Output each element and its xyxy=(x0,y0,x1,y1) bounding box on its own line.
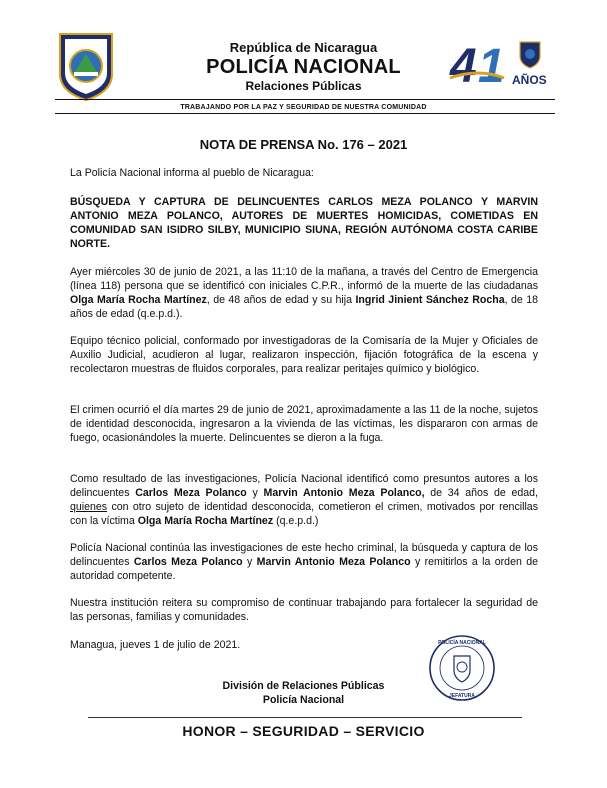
suspect-name: Marvin Antonio Meza Polanco xyxy=(256,556,411,568)
victim-name: Olga María Rocha Martínez xyxy=(70,294,207,306)
letterhead-department: Relaciones Públicas xyxy=(245,79,362,93)
text-run: y xyxy=(242,556,257,568)
paragraph-6: Nuestra institución reitera su compromiso de continuar trabajando para fortalecer la seguridad de las personas, familias y comunidades. xyxy=(70,597,538,623)
text-run: , de 18 años de edad (q.e.p.d.). xyxy=(70,294,538,320)
signature-block xyxy=(150,679,457,707)
paragraph-1 xyxy=(70,265,538,321)
press-note-title: NOTA DE PRENSA No. 176 – 2021 xyxy=(199,137,408,152)
text-run: de 34 años de edad, xyxy=(424,487,538,499)
seal-bottom-text: JEFATURA xyxy=(448,693,476,699)
footer-motto: HONOR – SEGURIDAD – SERVICIO xyxy=(182,723,425,739)
victim-name: Ingrid Jinient Sánchez Rocha xyxy=(355,294,505,306)
paragraph-4 xyxy=(70,472,538,528)
letterhead xyxy=(150,40,457,94)
text-run: y xyxy=(246,487,264,499)
policia-nacional-shield-logo xyxy=(56,30,116,102)
header-rule-bottom xyxy=(55,113,555,114)
text-run: (q.e.p.d.) xyxy=(273,515,319,527)
signature-division: División de Relaciones Públicas xyxy=(222,680,385,692)
victim-name: Olga María Rocha Martínez xyxy=(137,515,274,527)
seal-top-text: POLICÍA NACIONAL xyxy=(438,640,486,646)
text-run: Policía Nacional continúa las investigaciones de este hecho criminal, la búsqueda y captura de los delincuentes xyxy=(70,542,538,568)
text-run: Ayer miércoles 30 de junio de 2021, a las 11:10 de la mañana, a través del Centro de Emergencia (línea 118) persona que se identificó con iniciales C.P.R., informó de la muerte de las ciudadanas xyxy=(70,266,538,292)
text-run: , de 48 años de edad y su hija xyxy=(206,294,356,306)
underlined-word: quienes xyxy=(70,501,108,513)
signature-institution: Policía Nacional xyxy=(262,694,345,706)
text-run: y remitirlos a la orden de autoridad competente. xyxy=(70,556,539,582)
motto: TRABAJANDO POR LA PAZ Y SEGURIDAD DE NUESTRA COMUNIDAD xyxy=(180,104,427,111)
suspect-name: Carlos Meza Polanco xyxy=(135,487,247,499)
letterhead-country: República de Nicaragua xyxy=(229,40,378,55)
svg-text:AÑOS: AÑOS xyxy=(512,73,547,87)
jefatura-seal-icon xyxy=(428,634,496,702)
svg-text:4: 4 xyxy=(450,40,477,88)
svg-text:1: 1 xyxy=(478,40,505,88)
footer-rule xyxy=(88,717,522,718)
anniversary-41-logo xyxy=(448,38,548,88)
text-run: con otro sujeto de identidad desconocida, cometieron el crimen, motivados por rencillas con la víctima xyxy=(70,501,538,527)
letterhead-institution: POLICÍA NACIONAL xyxy=(206,56,401,78)
paragraph-3: El crimen ocurrió el día martes 29 de junio de 2021, aproximadamente a las 11 de la noche, sujetos de identidad desconocida, ingresaron a la vivienda de las víctimas, les dispararon con armas de fuego, ocasionándoles la muerte. Delincuentes se dieron a la fuga. xyxy=(70,404,538,444)
paragraph-5 xyxy=(70,541,538,583)
suspect-name: Carlos Meza Polanco xyxy=(133,556,243,568)
intro-paragraph: La Policía Nacional informa al pueblo de Nicaragua: xyxy=(70,167,314,179)
headline-paragraph: BÚSQUEDA Y CAPTURA DE DELINCUENTES CARLOS MEZA POLANCO Y MARVIN ANTONIO MEZA POLANCO, AUTORES DE MUERTES HOMICIDAS, COMETIDAS EN COMUNIDAD SAN ISIDRO SILBY, MUNICIPIO SIUNA, REGIÓN AUTÓNOMA COSTA CARIBE NORTE. xyxy=(70,196,538,250)
paragraph-2: Equipo técnico policial, conformado por investigadoras de la Comisaría de la Mujer y Oficiales de Auxilio Judicial, acudieron al lugar, realizaron inspección, fijación fotográfica de la escena y recolectaron muestras de fluidos corporales, para realizar peritajes químico y biológico. xyxy=(70,335,538,375)
suspect-name: Marvin Antonio Meza Polanco, xyxy=(263,487,425,499)
text-run: Como resultado de las investigaciones, Policía Nacional identificó como presuntos autores a los delincuentes xyxy=(70,473,538,499)
header-rule-top xyxy=(55,99,555,100)
date-line: Managua, jueves 1 de julio de 2021. xyxy=(70,639,241,651)
